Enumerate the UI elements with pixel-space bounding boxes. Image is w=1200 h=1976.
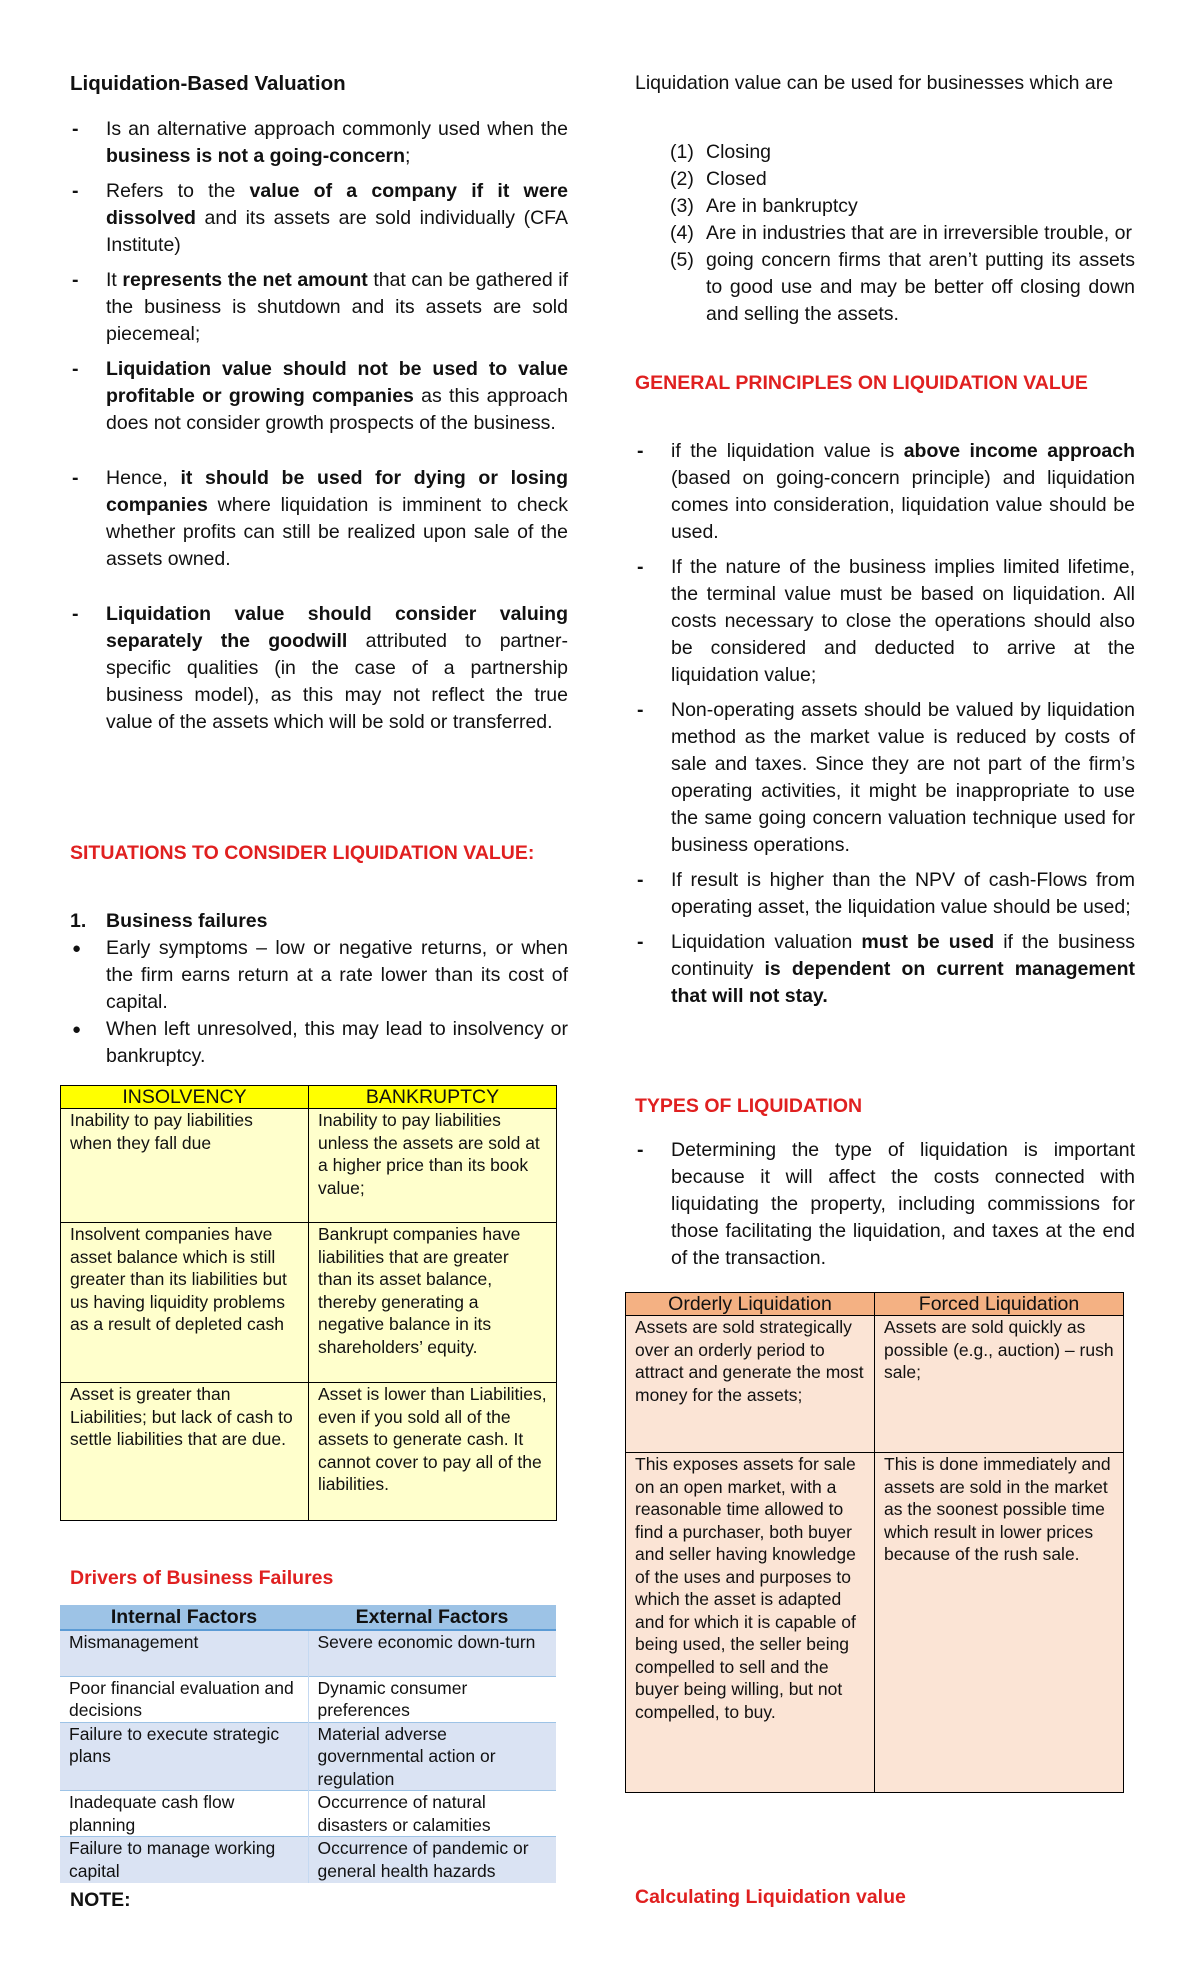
numbered-item-number: (2) [670, 168, 694, 190]
failure-point-item [70, 935, 568, 1016]
bullet-text-segment: It [106, 269, 123, 291]
bullet-text-segment: represents the net amount [122, 269, 368, 291]
drivers-heading: Drivers of Business Failures [70, 1567, 334, 1589]
principle-item [635, 697, 1135, 859]
right-intro: Liquidation value can be used for businesses which are [635, 72, 1114, 94]
table-cell: Poor financial evaluation and decisions [60, 1676, 308, 1722]
numbered-item-number: (4) [670, 222, 694, 244]
table-cell: Failure to manage working capital [60, 1837, 308, 1883]
table-row [61, 1223, 557, 1383]
table-row [626, 1316, 1124, 1453]
table-cell: Material adverse governmental action or regulation [308, 1722, 556, 1791]
bullet-text-segment: Is an alternative approach commonly used when the [106, 118, 568, 140]
table-cell: Inadequate cash flow planning [60, 1791, 308, 1837]
numbered-item [670, 193, 1135, 220]
bullet-text-segment: Refers to the [106, 180, 250, 202]
bullet-text-segment: where liquidation is imminent to check whether profits can still be realized upon sale of the assets owned. [106, 494, 568, 570]
left-bullet-item [70, 267, 568, 348]
left-bullet-item [70, 178, 568, 259]
table-cell: Failure to execute strategic plans [60, 1722, 308, 1791]
bullet-text-segment: that can be gathered if the business is shutdown and its assets are sold piecemeal; [106, 269, 568, 345]
table-row [626, 1453, 1124, 1793]
numbered-item-text: Are in bankruptcy [706, 195, 858, 217]
numbered-item [670, 166, 1135, 193]
failure-points-list [70, 935, 568, 1070]
types-heading: TYPES OF LIQUIDATION [635, 1095, 863, 1117]
principle-item [635, 929, 1135, 1010]
table-header-cell: External Factors [308, 1605, 556, 1630]
table-cell: Occurrence of natural disasters or calamities [308, 1791, 556, 1837]
calc-heading: Calculating Liquidation value [635, 1886, 906, 1908]
table-header-cell: Orderly Liquidation [626, 1293, 875, 1316]
table-cell: Asset is lower than Liabilities, even if you sold all of the assets to generate cash. It cannot cover to pay all of the liabilities. [309, 1383, 557, 1521]
principle-text-segment: Liquidation valuation [671, 931, 862, 953]
table-cell: Inability to pay liabilities when they fall due [61, 1109, 309, 1223]
page-title: Liquidation-Based Valuation [70, 72, 346, 95]
table-cell: Inability to pay liabilities unless the assets are sold at a higher price than its book value; [309, 1109, 557, 1223]
left-bullet-list [70, 116, 568, 736]
bullet-text-segment: Hence, [106, 467, 181, 489]
principle-item [635, 554, 1135, 689]
left-bullet-item [70, 356, 568, 437]
table-header-cell: BANKRUPTCY [309, 1086, 557, 1109]
table-cell: Insolvent companies have asset balance which is still greater than its liabilities but us having liquidity problems as a result of depleted cash [61, 1223, 309, 1383]
principle-item [635, 867, 1135, 921]
bullet-text-segment: Liquidation value should consider valuing separately the goodwill [106, 603, 568, 652]
left-bullet-item [70, 465, 568, 573]
business-failures-number: 1. [70, 910, 87, 932]
numbered-item-text: Are in industries that are in irreversible trouble, or [706, 222, 1132, 244]
principle-text-segment: must be used [861, 931, 995, 953]
table-row [60, 1722, 556, 1791]
bullet-text-segment: and its assets are sold individually (CFA Institute) [106, 207, 568, 256]
table-header-cell: Internal Factors [60, 1605, 308, 1630]
table-row [60, 1791, 556, 1837]
numbered-item-text: going concern firms that aren’t putting its assets to good use and may be better off closing down and selling the assets. [706, 249, 1135, 325]
drivers-table [60, 1605, 556, 1883]
table-header-cell: INSOLVENCY [61, 1086, 309, 1109]
principle-text-segment: (based on going-concern principle) and liquidation comes into consideration, liquidation value should be used. [671, 467, 1135, 543]
principle-item [635, 438, 1135, 546]
insolvency-bankruptcy-table [60, 1085, 557, 1521]
principle-text-segment: Non-operating assets should be valued by liquidation method as the market value is reduced by costs of sale and taxes. Since they are not part of the firm’s operating activities, it might be inappropriate to use the same going concern valuation technique used for business operations. [671, 699, 1135, 856]
bullet-dot-icon: ● [72, 940, 82, 957]
failure-point-text: When left unresolved, this may lead to insolvency or bankruptcy. [106, 1018, 568, 1067]
bullet-dot-icon: ● [72, 1021, 82, 1038]
numbered-item [670, 220, 1135, 247]
numbered-list [670, 139, 1135, 328]
table-cell: Occurrence of pandemic or general health hazards [308, 1837, 556, 1883]
numbered-item-text: Closing [706, 141, 772, 163]
principle-text-segment: is dependent on current management that will not stay. [671, 958, 1135, 1007]
table-cell: Dynamic consumer preferences [308, 1676, 556, 1722]
table-cell: Bankrupt companies have liabilities that are greater than its asset balance, thereby generating a negative balance in its shareholders’ equity. [309, 1223, 557, 1383]
note-label: NOTE: [70, 1889, 131, 1911]
table-cell: This is done immediately and assets are sold in the market as the soonest possible time which result in lower prices because of the rush sale. [875, 1453, 1124, 1793]
table-row [61, 1109, 557, 1223]
table-row [60, 1676, 556, 1722]
numbered-item-text: Closed [706, 168, 767, 190]
principle-text-segment: If result is higher than the NPV of cash-Flows from operating asset, the liquidation value should be used; [671, 869, 1135, 918]
table-header-cell: Forced Liquidation [875, 1293, 1124, 1316]
table-row [60, 1837, 556, 1883]
types-list [635, 1137, 1135, 1272]
principles-list [635, 438, 1135, 1010]
table-cell: Assets are sold strategically over an orderly period to attract and generate the most money for the assets; [626, 1316, 875, 1453]
business-failures-label: Business failures [106, 910, 268, 932]
left-bullet-item [70, 601, 568, 736]
liquidation-types-table [625, 1292, 1124, 1793]
principles-heading: GENERAL PRINCIPLES ON LIQUIDATION VALUE [635, 372, 1088, 394]
failure-point-item [70, 1016, 568, 1070]
table-row [60, 1630, 556, 1676]
bullet-text-segment: as this approach does not consider growth prospects of the business. [106, 385, 568, 434]
table-cell: Mismanagement [60, 1630, 308, 1676]
situations-heading: SITUATIONS TO CONSIDER LIQUIDATION VALUE: [70, 842, 535, 864]
bullet-text-segment: business is not a going-concern [106, 145, 406, 167]
bullet-text-segment: ; [405, 145, 411, 167]
table-row [61, 1383, 557, 1521]
bullet-text-segment: attributed to partner-specific qualities (in the case of a partnership business model), as this may not reflect the true value of the assets which will be sold or transferred. [106, 630, 568, 733]
failure-point-text: Early symptoms – low or negative returns, or when the firm earns return at a rate lower than its cost of capital. [106, 937, 568, 1013]
table-cell: This exposes assets for sale on an open market, with a reasonable time allowed to find a purchaser, both buyer and seller having knowledge of the uses and purposes to which the asset is adapted and for which it is capable of being used, the seller being compelled to sell and the buyer being willing, but not compelled, to buy. [626, 1453, 875, 1793]
bullet-text-segment: value of a company if it were dissolved [106, 180, 569, 229]
numbered-item [670, 139, 1135, 166]
bullet-text-segment: it should be used for dying or losing companies [106, 467, 568, 516]
bullet-text-segment: Liquidation value should not be used to value profitable or growing companies [106, 358, 568, 407]
numbered-item-number: (1) [670, 141, 694, 163]
table-cell: Asset is greater than Liabilities; but lack of cash to settle liabilities that are due. [61, 1383, 309, 1521]
table-cell: Assets are sold quickly as possible (e.g., auction) – rush sale; [875, 1316, 1124, 1453]
types-point: - Determining the type of liquidation is important because it will affect the costs connected with liquidating the property, including commissions for those facilitating the liquidation, and taxes at the end of the transaction. [635, 1137, 1135, 1272]
principle-text-segment: if the business continuity [671, 931, 1135, 980]
numbered-item-number: (5) [670, 249, 694, 271]
left-bullet-item [70, 116, 568, 170]
table-cell: Severe economic down-turn [308, 1630, 556, 1676]
numbered-item [670, 247, 1135, 328]
principle-text-segment: if the liquidation value is [671, 440, 904, 462]
principle-text-segment: If the nature of the business implies limited lifetime, the terminal value must be based on liquidation. All costs necessary to close the operations should also be considered and deducted to arrive at the liquidation value; [671, 556, 1135, 686]
numbered-item-number: (3) [670, 195, 694, 217]
principle-text-segment: above income approach [903, 440, 1136, 462]
